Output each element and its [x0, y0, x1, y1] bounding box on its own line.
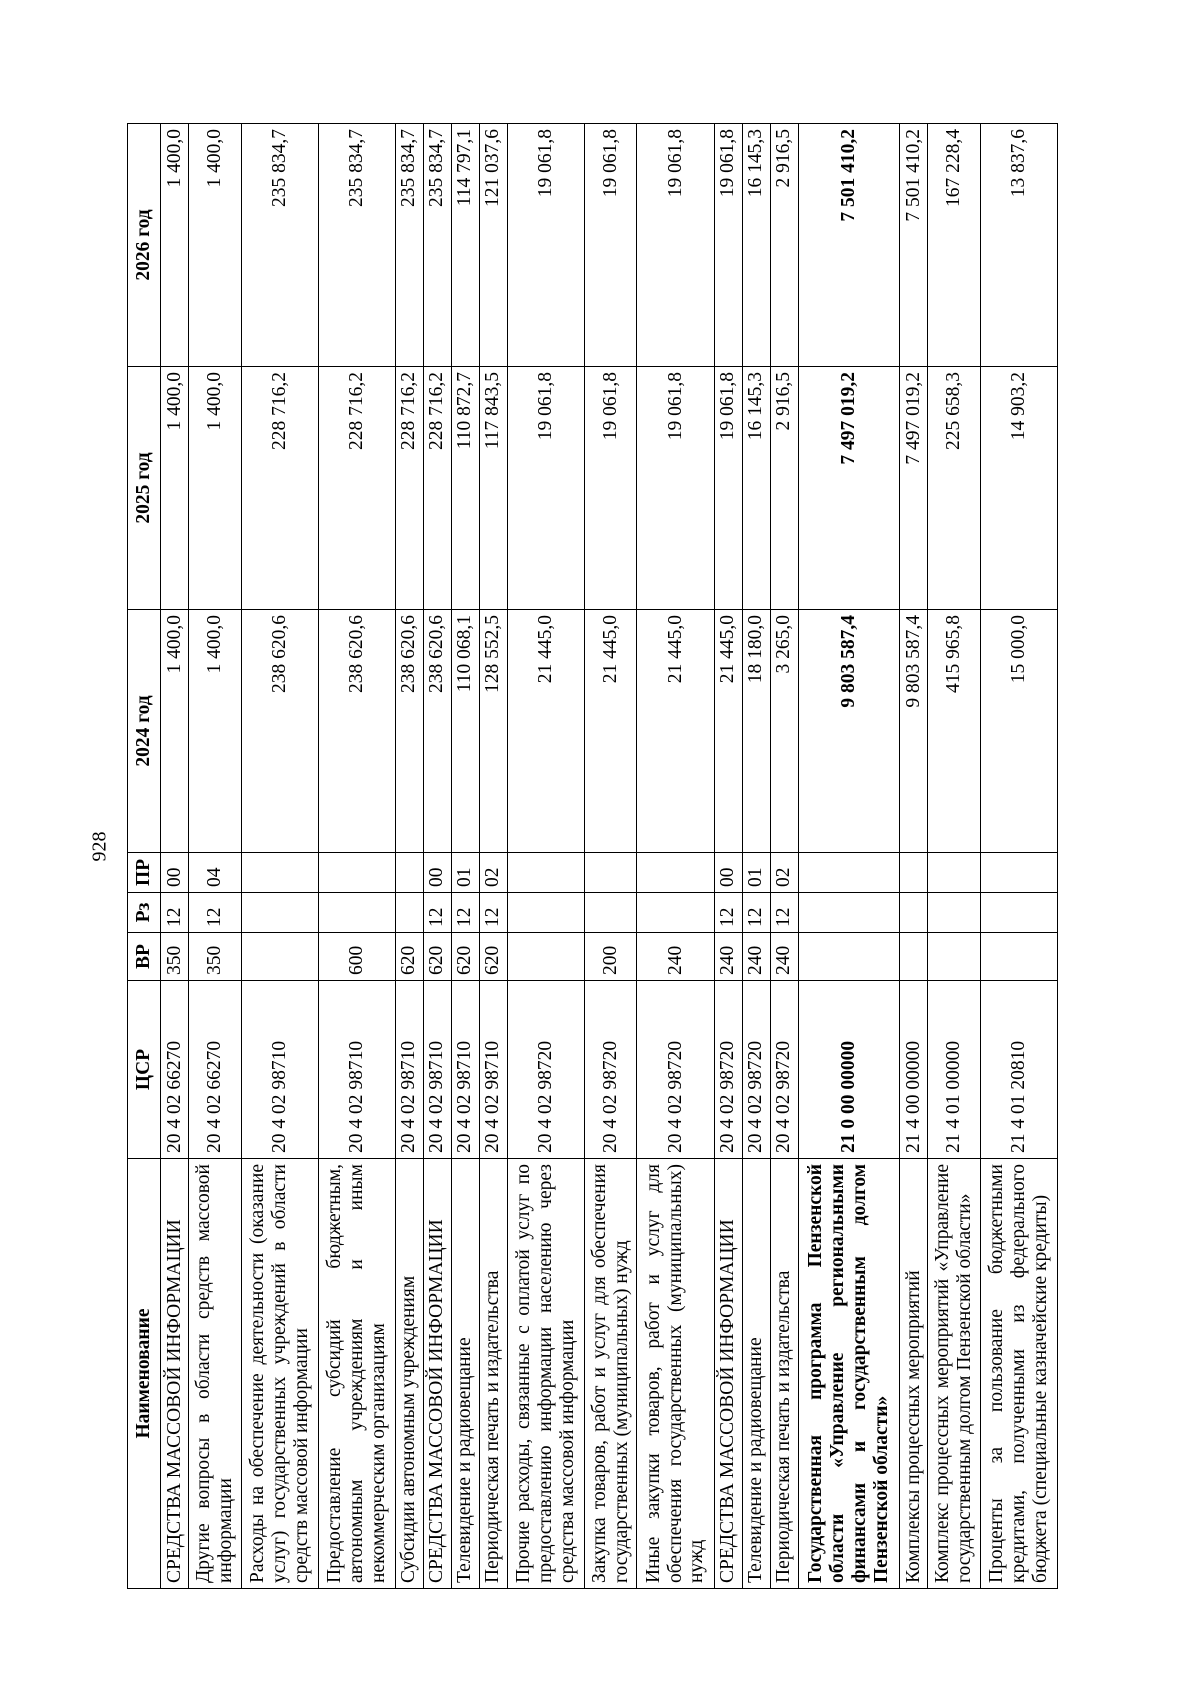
table-row: [395, 124, 423, 1589]
cell-vr: 240: [714, 933, 742, 981]
cell-2024: 21 445,0: [584, 610, 637, 853]
cell-2026: 7 501 410,2: [798, 124, 900, 367]
cell-2026: 7 501 410,2: [900, 124, 928, 367]
cell-vr: [900, 933, 928, 981]
table-row: [507, 124, 584, 1589]
cell-2024: 18 180,0: [742, 610, 770, 853]
cell-name: СРЕДСТВА МАССОВОЙ ИНФОРМАЦИИ: [161, 1159, 189, 1589]
cell-pr: 01: [451, 853, 479, 893]
cell-vr: [980, 933, 1057, 981]
cell-rz: [798, 893, 900, 933]
table-row: [714, 124, 742, 1589]
cell-rz: [507, 893, 584, 933]
cell-name: Периодическая печать и издательства: [479, 1159, 507, 1589]
cell-name: Телевидение и радиовещание: [742, 1159, 770, 1589]
cell-vr: [928, 933, 981, 981]
cell-2025: 7 497 019,2: [900, 367, 928, 610]
cell-name: Субсидии автономным учреждениям: [395, 1159, 423, 1589]
cell-pr: [980, 853, 1057, 893]
cell-2026: 16 145,3: [742, 124, 770, 367]
cell-pr: [584, 853, 637, 893]
cell-2024: 238 620,6: [318, 610, 395, 853]
cell-2026: 19 061,8: [714, 124, 742, 367]
header-vr: ВР: [128, 933, 161, 981]
cell-2026: 13 837,6: [980, 124, 1057, 367]
cell-rz: [241, 893, 318, 933]
cell-csr: 20 4 02 98710: [451, 981, 479, 1159]
cell-2024: 9 803 587,4: [798, 610, 900, 853]
cell-2024: 21 445,0: [507, 610, 584, 853]
cell-csr: 20 4 02 98720: [584, 981, 637, 1159]
cell-2025: 110 872,7: [451, 367, 479, 610]
header-2026: 2026 год: [128, 124, 161, 367]
cell-2024: 238 620,6: [395, 610, 423, 853]
cell-rz: [318, 893, 395, 933]
cell-csr: 20 4 02 98710: [241, 981, 318, 1159]
cell-vr: 200: [584, 933, 637, 981]
cell-rz: 12: [742, 893, 770, 933]
table-body: [161, 124, 1058, 1589]
cell-name: Государственная программа Пензенской области «Управление региональными финансами и государственным долгом Пензенской области»: [798, 1159, 900, 1589]
cell-csr: 21 4 01 00000: [928, 981, 981, 1159]
cell-rz: [584, 893, 637, 933]
cell-csr: 21 0 00 00000: [798, 981, 900, 1159]
table-row: [928, 124, 981, 1589]
cell-vr: 620: [395, 933, 423, 981]
cell-2025: 1 400,0: [188, 367, 241, 610]
cell-2025: 7 497 019,2: [798, 367, 900, 610]
cell-2025: 225 658,3: [928, 367, 981, 610]
cell-vr: 620: [423, 933, 451, 981]
header-2024: 2024 год: [128, 610, 161, 853]
cell-name: Другие вопросы в области средств массовой информации: [188, 1159, 241, 1589]
cell-pr: 04: [188, 853, 241, 893]
cell-csr: 21 4 01 20810: [980, 981, 1057, 1159]
cell-2026: 235 834,7: [318, 124, 395, 367]
cell-2025: 19 061,8: [584, 367, 637, 610]
cell-2024: 1 400,0: [161, 610, 189, 853]
cell-2026: 2 916,5: [770, 124, 798, 367]
cell-pr: 01: [742, 853, 770, 893]
cell-rz: [900, 893, 928, 933]
cell-pr: [900, 853, 928, 893]
cell-2024: 15 000,0: [980, 610, 1057, 853]
cell-2025: 1 400,0: [161, 367, 189, 610]
table-row: [318, 124, 395, 1589]
cell-name: Периодическая печать и издательства: [770, 1159, 798, 1589]
cell-2025: 228 716,2: [395, 367, 423, 610]
cell-name: Комплексы процессных мероприятий: [900, 1159, 928, 1589]
cell-csr: 20 4 02 98720: [742, 981, 770, 1159]
cell-2026: 19 061,8: [584, 124, 637, 367]
table-row: [742, 124, 770, 1589]
cell-name: Расходы на обеспечение деятельности (оказание услуг) государственных учреждений в области средств массовой информации: [241, 1159, 318, 1589]
table-row: [980, 124, 1057, 1589]
cell-vr: [798, 933, 900, 981]
cell-csr: 20 4 02 98720: [770, 981, 798, 1159]
cell-rz: 12: [479, 893, 507, 933]
cell-2025: 228 716,2: [423, 367, 451, 610]
cell-name: Иные закупки товаров, работ и услуг для обеспечения государственных (муниципальных) нужд: [637, 1159, 714, 1589]
page-number: 928: [88, 831, 111, 862]
cell-rz: [928, 893, 981, 933]
cell-pr: 00: [423, 853, 451, 893]
cell-2024: 238 620,6: [241, 610, 318, 853]
cell-2024: 9 803 587,4: [900, 610, 928, 853]
table-row: [423, 124, 451, 1589]
cell-pr: 00: [714, 853, 742, 893]
cell-vr: 620: [479, 933, 507, 981]
cell-2025: 117 843,5: [479, 367, 507, 610]
header-name: Наименование: [128, 1159, 161, 1589]
cell-vr: 240: [770, 933, 798, 981]
table-row: [451, 124, 479, 1589]
cell-name: Предоставление субсидий бюджетным, автономным учреждениям и иным некоммерческим организациям: [318, 1159, 395, 1589]
table-row: [900, 124, 928, 1589]
cell-vr: 600: [318, 933, 395, 981]
cell-2024: 128 552,5: [479, 610, 507, 853]
cell-rz: [395, 893, 423, 933]
table-row: [479, 124, 507, 1589]
budget-table-container: [127, 124, 1058, 1589]
budget-table: [127, 123, 1058, 1589]
cell-name: СРЕДСТВА МАССОВОЙ ИНФОРМАЦИИ: [714, 1159, 742, 1589]
cell-pr: [507, 853, 584, 893]
cell-rz: 12: [714, 893, 742, 933]
cell-2025: 14 903,2: [980, 367, 1057, 610]
cell-name: Телевидение и радиовещание: [451, 1159, 479, 1589]
cell-csr: 20 4 02 98720: [714, 981, 742, 1159]
cell-csr: 20 4 02 98720: [507, 981, 584, 1159]
cell-rz: 12: [451, 893, 479, 933]
cell-2025: 19 061,8: [637, 367, 714, 610]
cell-2025: 19 061,8: [507, 367, 584, 610]
cell-2026: 114 797,1: [451, 124, 479, 367]
cell-name: Проценты за пользование бюджетными кредитами, полученными из федерального бюджета (специальные казначейские кредиты): [980, 1159, 1057, 1589]
cell-vr: 240: [637, 933, 714, 981]
cell-pr: [241, 853, 318, 893]
header-pr: ПР: [128, 853, 161, 893]
cell-2024: 1 400,0: [188, 610, 241, 853]
header-2025: 2025 год: [128, 367, 161, 610]
table-row: [241, 124, 318, 1589]
cell-csr: 20 4 02 98710: [318, 981, 395, 1159]
cell-2024: 238 620,6: [423, 610, 451, 853]
cell-pr: 02: [479, 853, 507, 893]
cell-2024: 21 445,0: [714, 610, 742, 853]
cell-pr: 02: [770, 853, 798, 893]
cell-2024: 110 068,1: [451, 610, 479, 853]
cell-2026: 19 061,8: [507, 124, 584, 367]
cell-rz: [980, 893, 1057, 933]
cell-2026: 1 400,0: [188, 124, 241, 367]
cell-vr: [507, 933, 584, 981]
cell-2025: 228 716,2: [241, 367, 318, 610]
cell-vr: 620: [451, 933, 479, 981]
cell-2024: 415 965,8: [928, 610, 981, 853]
table-row: [637, 124, 714, 1589]
cell-2026: 19 061,8: [637, 124, 714, 367]
cell-rz: 12: [770, 893, 798, 933]
cell-csr: 20 4 02 98710: [423, 981, 451, 1159]
cell-pr: [395, 853, 423, 893]
table-row: [584, 124, 637, 1589]
cell-vr: 350: [188, 933, 241, 981]
header-rz: Рз: [128, 893, 161, 933]
cell-2026: 121 037,6: [479, 124, 507, 367]
cell-2025: 16 145,3: [742, 367, 770, 610]
cell-2026: 1 400,0: [161, 124, 189, 367]
cell-rz: [637, 893, 714, 933]
cell-pr: [798, 853, 900, 893]
cell-csr: 20 4 02 66270: [188, 981, 241, 1159]
cell-2025: 2 916,5: [770, 367, 798, 610]
cell-2025: 19 061,8: [714, 367, 742, 610]
cell-name: Комплекс процессных мероприятий «Управление государственным долгом Пензенской области»: [928, 1159, 981, 1589]
cell-csr: 20 4 02 98710: [479, 981, 507, 1159]
cell-vr: 350: [161, 933, 189, 981]
cell-2026: 235 834,7: [395, 124, 423, 367]
cell-2026: 167 228,4: [928, 124, 981, 367]
table-row: [161, 124, 189, 1589]
cell-csr: 20 4 02 98720: [637, 981, 714, 1159]
cell-rz: 12: [423, 893, 451, 933]
cell-pr: [928, 853, 981, 893]
cell-name: Прочие расходы, связанные с оплатой услуг по предоставлению информации населению через средства массовой информации: [507, 1159, 584, 1589]
cell-2025: 228 716,2: [318, 367, 395, 610]
cell-name: СРЕДСТВА МАССОВОЙ ИНФОРМАЦИИ: [423, 1159, 451, 1589]
cell-vr: [241, 933, 318, 981]
cell-csr: 20 4 02 66270: [161, 981, 189, 1159]
cell-pr: 00: [161, 853, 189, 893]
cell-csr: 21 4 00 00000: [900, 981, 928, 1159]
cell-csr: 20 4 02 98710: [395, 981, 423, 1159]
cell-rz: 12: [188, 893, 241, 933]
cell-vr: 240: [742, 933, 770, 981]
table-row: [188, 124, 241, 1589]
cell-2024: 21 445,0: [637, 610, 714, 853]
cell-rz: 12: [161, 893, 189, 933]
table-row: [770, 124, 798, 1589]
header-csr: ЦСР: [128, 981, 161, 1159]
cell-2024: 3 265,0: [770, 610, 798, 853]
cell-pr: [318, 853, 395, 893]
cell-2026: 235 834,7: [423, 124, 451, 367]
table-row: [798, 124, 900, 1589]
cell-pr: [637, 853, 714, 893]
cell-2026: 235 834,7: [241, 124, 318, 367]
table-header-row: [128, 124, 161, 1589]
cell-name: Закупка товаров, работ и услуг для обеспечения государственных (муниципальных) нужд: [584, 1159, 637, 1589]
